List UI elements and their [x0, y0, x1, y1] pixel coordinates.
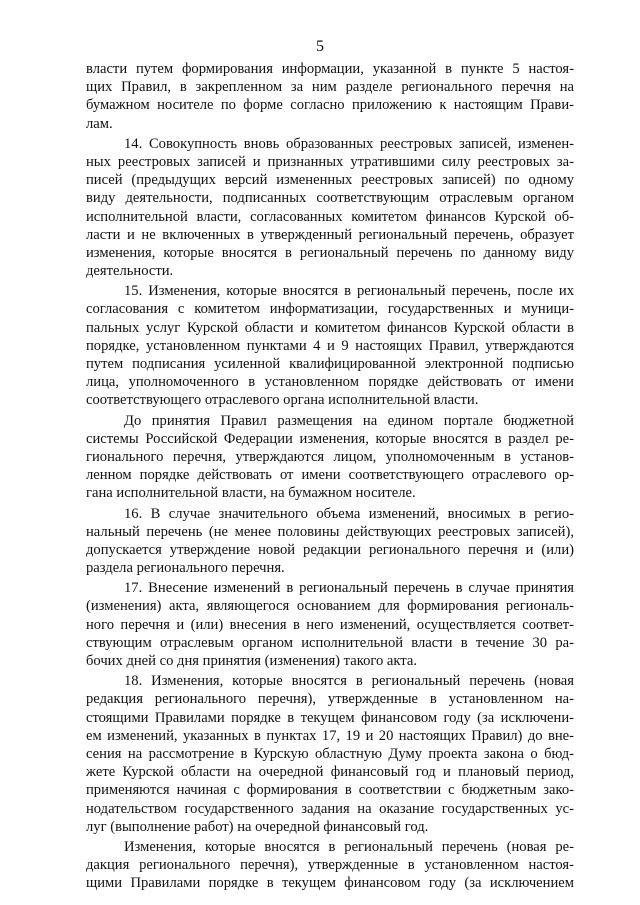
- paragraph-continuation: [86, 60, 574, 133]
- text-line: исполнительной власти, согласованных комитетом финансов Курской об-: [86, 208, 574, 225]
- text-line: ных реестровых записей и признанных утратившими силу реестровых за-: [86, 153, 574, 170]
- text-line: пальных услуг Курской области и комитетом финансов Курской области в: [86, 319, 574, 336]
- paragraph-17: [86, 579, 574, 670]
- paragraph-18-continued: [86, 838, 574, 893]
- text-line: применяются начиная с формирования в соответствии с бюджетным зако-: [86, 782, 574, 799]
- text-line: лица, уполномоченного в установленном порядке действовать от имени: [86, 374, 574, 391]
- text-line: (изменения) акта, являющегося основанием для формирования региональ-: [86, 598, 574, 615]
- text-line: 17. Внесение изменений в региональный перечень в случае принятия: [124, 580, 574, 597]
- text-line: деятельности.: [86, 263, 174, 280]
- text-line: ласти и не включенных в утвержденный региональный перечень, образует: [86, 226, 574, 243]
- page-number: 5: [316, 38, 324, 55]
- text-line: гионального перечня, утверждаются лицом, уполномоченным в установ-: [86, 448, 574, 465]
- document-body: [86, 60, 574, 892]
- text-line: щих Правил, в закрепленном за ним разделе регионального перечня на: [86, 79, 574, 96]
- text-line: редакция регионального перечня), утвержденные в установленном на-: [86, 691, 574, 708]
- paragraph-15: [86, 282, 574, 409]
- text-line: раздела регионального перечня.: [86, 560, 285, 577]
- text-line: порядке, установленном пунктами 4 и 9 настоящих Правил, утверждаются: [86, 337, 574, 354]
- text-line: соответствующего отраслевого органа исполнительной власти.: [86, 392, 479, 409]
- text-line: 16. В случае значительного объема изменений, вносимых в регио-: [124, 505, 574, 522]
- text-line: Изменения, которые вносятся в региональный перечень (новая ре-: [124, 838, 574, 855]
- paragraph-16: [86, 505, 574, 578]
- text-line: дакция регионального перечня), утвержденные в установленном настоя-: [86, 857, 574, 874]
- text-line: нальный перечень (не менее половины действующих реестровых записей),: [86, 523, 574, 540]
- text-line: власти путем формирования информации, указанной в пункте 5 настоя-: [86, 61, 574, 77]
- text-line: До принятия Правил размещения на едином портале бюджетной: [124, 412, 574, 429]
- text-line: виду деятельности, подписанных соответствующим отраслевым органом: [86, 190, 574, 207]
- text-line: стоящими Правилами порядке в текущем финансовом году (за исключени-: [86, 709, 574, 726]
- text-line: щими Правилами порядке в текущем финансовом году (за исключением: [86, 875, 574, 892]
- text-line: нодательством государственного задания на оказание государственных ус-: [86, 800, 574, 817]
- text-line: ленном порядке действовать от имени соответствующего отраслевого ор-: [86, 467, 574, 484]
- text-line: писей (предыдущих версий измененных реестровых записей) по одному: [86, 172, 574, 189]
- text-line: 14. Совокупность вновь образованных реестровых записей, изменен-: [124, 135, 574, 152]
- paragraph-14: [86, 135, 574, 281]
- text-line: бумажном носителе по форме согласно приложению к настоящим Прави-: [86, 97, 574, 114]
- text-line: 18. Изменения, которые вносятся в региональный перечень (новая: [124, 673, 574, 690]
- text-line: гана исполнительной власти, на бумажном носителе.: [86, 485, 416, 502]
- text-line: лам.: [86, 115, 113, 132]
- paragraph-15-continued: [86, 412, 574, 503]
- text-line: ем изменений, указанных в пунктах 17, 19 и 20 настоящих Правил) до вне-: [86, 727, 574, 744]
- text-line: ного перечня и (или) внесения в него изменений, осуществляется соответ-: [86, 616, 574, 633]
- text-line: ствующим отраслевым органом исполнительной власти в течение 30 ра-: [86, 634, 574, 651]
- text-line: бочих дней со дня принятия (изменения) такого акта.: [86, 653, 417, 669]
- text-line: путем подписания усиленной квалифицированной электронной подписью: [86, 356, 574, 372]
- text-line: 15. Изменения, которые вносятся в региональный перечень, после их: [124, 283, 574, 300]
- text-line: допускается утверждение новой редакции регионального перечня и (или): [86, 541, 574, 558]
- text-line: системы Российской Федерации изменения, которые вносятся в раздел ре-: [86, 430, 574, 447]
- text-line: согласования с комитетом информатизации, государственных и муници-: [86, 301, 574, 318]
- text-line: луг (выполнение работ) на очередной финансовый год.: [86, 818, 429, 835]
- paragraph-18: [86, 672, 574, 836]
- text-line: жете Курской области на очередной финансовый год и плановый период,: [86, 764, 574, 781]
- text-line: сения на рассмотрение в Курскую областную Думу проекта закона о бюд-: [86, 745, 574, 762]
- text-line: изменения, которые вносятся в региональный перечень по данному виду: [86, 244, 574, 261]
